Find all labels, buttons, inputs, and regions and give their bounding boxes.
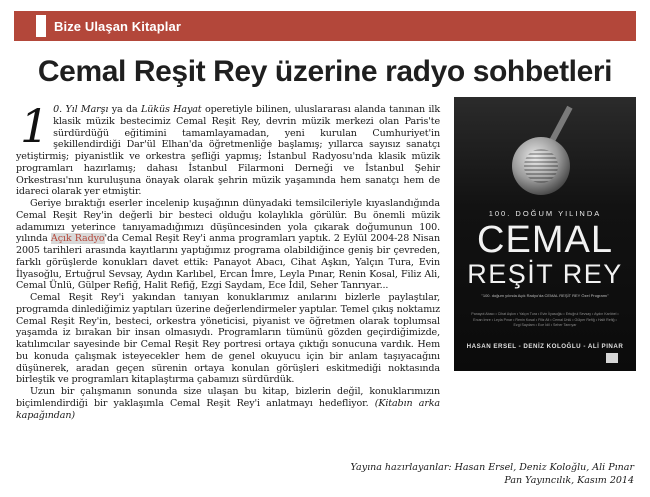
article-body	[16, 99, 441, 421]
cover-blurb: "100. doğum yılında Açık Radyo'da CEMAL REŞİT REY Özel Programı"	[481, 293, 609, 298]
article-headline: Cemal Reşit Rey üzerine radyo sohbetleri	[37, 55, 613, 88]
credits-publisher: Pan Yayıncılık, Kasım 2014	[504, 475, 634, 486]
cover-title-line-1: CEMAL	[477, 219, 613, 261]
credits-editors: Yayına hazırlayanlar: Hasan Ersel, Deniz Koloğlu, Ali Pınar	[350, 462, 634, 473]
credits	[351, 461, 635, 487]
cover-subtitle: 100. DOĞUM YILINDA	[488, 209, 602, 218]
text-run: ya da	[108, 104, 142, 115]
march-title: 0. Yıl Marşı	[53, 104, 109, 115]
drop-cap: 1	[20, 99, 50, 153]
source-note: (Kitabın arka kapağından)	[16, 397, 440, 421]
highlighted-term: Açık Radyo	[50, 233, 105, 245]
publisher-logo	[606, 353, 618, 363]
section-marker	[36, 15, 46, 37]
paragraph-2	[16, 198, 440, 292]
paragraph-4	[16, 386, 440, 421]
cover-guest-names: Panayot Abacı • Cihat Aşkın • Yalçın Tura • Evin İlyasoğlu • Ertuğrul Sevsay • Aydın Karlıbel • Ercan İmre • Leyla Pınar • Renin Kosal • Filiz Ali • Cemal Ünlü • Gülper Refiğ • Halit Refiğ • Ezgi Saydam • Ece İdil • Seher Tanrıyar	[471, 312, 619, 328]
microphone-grill	[524, 149, 558, 183]
cover-authors: HASAN ERSEL - DENİZ KOLOĞLU - ALİ PINAR	[466, 343, 624, 350]
paragraph-1	[16, 99, 441, 198]
text-run: Geriye bıraktığı eserler incelenip kuşağının dünyadaki temsilcileriyle kıyaslandığında Cemal Reşit Rey'in değerli bir besteci olduğu kolaylıkla görülür. Bu önemli müzik adamımızı yeterince tanıyamadığımızı düşüncesinden yola çıkarak doğumunun 100. yılında	[16, 198, 440, 245]
operetta-title: Lüküs Hayat	[141, 104, 202, 115]
text-run: operetiyle bilinen, uluslararası alanda tanınan ilk klasik müzik bestecimiz Cemal Reşit Rey, devrin müzik merkezi olan Paris'te sürdürdüğü eğitimini tamamlayamadan, yeni kurulan Cumhuriyet'in şekillendirdiği Dar'ül Elhan'da öğretmenliğe başlamış; yıllarca sayısız sanatçı yetiştirmiş; piyanistlik ve orkestra şefliği yapmış; İstanbul Radyosu'nda klasik müzik programları hazırlamış; dahası İstanbul Filarmoni Derneği ve İstanbul Şehir Orkestrası'nın kuruluşuna önayak olarak şehrin müzik yaşamında hem sanatçı hem de idareci olarak yer etmiştir.	[16, 104, 441, 198]
text-run: Uzun bir çalışmanın sonunda size ulaşan bu kitap, bizlerin değil, konuklarımızın biçimlendirdiği bir yaklaşımla Cemal Reşit Rey'i anlatmayı hedefliyor.	[16, 386, 440, 409]
section-label: Bize Ulaşan Kitaplar	[54, 18, 181, 34]
cover-title-line-2: REŞİT REY	[467, 259, 623, 289]
section-header	[14, 11, 636, 41]
book-cover	[454, 97, 636, 371]
text-run: 'da Cemal Reşit Rey'i anma programları yaptık. 2 Eylül 2004-28 Nisan 2005 tarihleri arasında kayıtlarını yaptığımız programa olabildiğince geniş bir çevreden, farklı görüşlerde konukları davet ettik: Panayot Abacı, Cihat Aşkın, Yalçın Tura, Evin İlyasoğlu, Ertuğrul Sevsay, Aydın Karlıbel, Ercan İmre, Leyla Pınar, Renin Kosal, Filiz Ali, Cemal Ünlü, Gülper Refiğ, Halit Refiğ, Ezgi Saydam, Ece İdil, Seher Tanrıyar...	[16, 233, 440, 292]
paragraph-3: Cemal Reşit Rey'i yakından tanıyan konuklarımız anılarını bizlerle paylaştılar, programda dinlediğimiz yaptıları üzerine değerlendirmeler yaptılar. Temel çıkış noktamız Cemal Reşit Rey'in, besteci, orkestra yöneticisi, piyanist ve öğretmen olarak toplumsal yaşamda iz bırakan bir insan olmasıydı. Programların tümünü gözden geçirdiğimizde, katılımcılar sayesinde bir Cemal Reşit Rey portresi ortaya çıktığı sonucuna vardık. Hem bu konuda çalışmak isteyecekler hem de genel okuyucu için bir anlam taşıyacağını düşünerek, aradan geçen sürenin ortaya konulan görüşleri eskitmediği noktasında birleştik ve programları kitaplaştırma çabamızı sürdürdük.	[16, 292, 440, 386]
